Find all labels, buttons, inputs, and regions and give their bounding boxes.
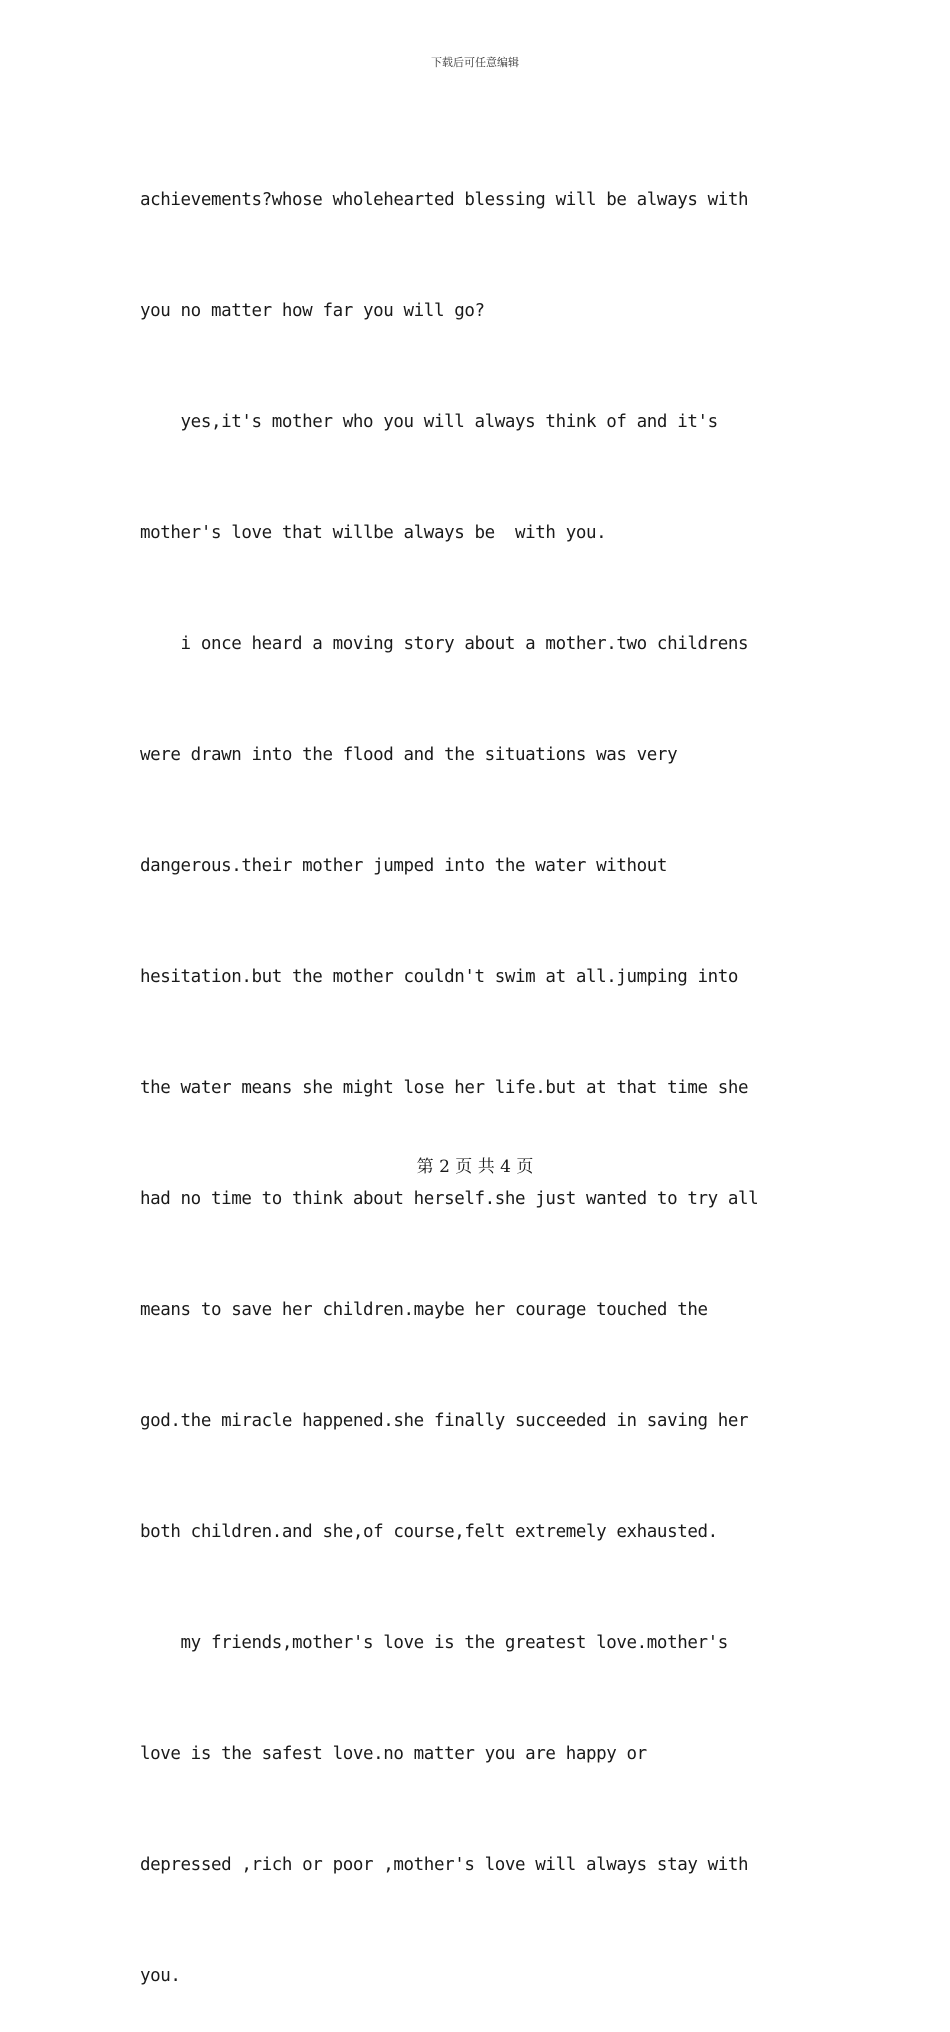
text-line: hesitation.but the mother couldn't swim at all.jumping into bbox=[140, 967, 739, 987]
text-line: had no time to think about herself.she just wanted to try all bbox=[140, 1189, 759, 1209]
page-number-footer: 第 2 页 共 4 页 bbox=[416, 1157, 534, 1177]
text-line: my friends,mother's love is the greatest love.mother's bbox=[140, 1633, 728, 1653]
text-line: both children.and she,of course,felt extremely exhausted. bbox=[140, 1522, 718, 1542]
text-line: achievements?whose wholehearted blessing will be always with bbox=[140, 190, 749, 210]
text-line: mother's love that willbe always be with you. bbox=[140, 523, 607, 543]
text-line: love is the safest love.no matter you are happy or bbox=[140, 1744, 647, 1764]
text-line: dangerous.their mother jumped into the water without bbox=[140, 856, 668, 876]
text-line: means to save her children.maybe her courage touched the bbox=[140, 1300, 708, 1320]
text-line: depressed ,rich or poor ,mother's love will always stay with bbox=[140, 1855, 749, 1875]
text-line: i once heard a moving story about a mother.two childrens bbox=[140, 634, 749, 654]
text-line: you no matter how far you will go? bbox=[140, 301, 485, 321]
document-body bbox=[140, 108, 820, 2032]
text-line: were drawn into the flood and the situations was very bbox=[140, 745, 678, 765]
text-line: the water means she might lose her life.but at that time she bbox=[140, 1078, 749, 1098]
page-header: 下载后可任意编辑 bbox=[431, 56, 519, 69]
text-line: yes,it's mother who you will always think of and it's bbox=[140, 412, 718, 432]
text-line: you. bbox=[140, 1966, 181, 1986]
text-line: god.the miracle happened.she finally succeeded in saving her bbox=[140, 1411, 749, 1431]
